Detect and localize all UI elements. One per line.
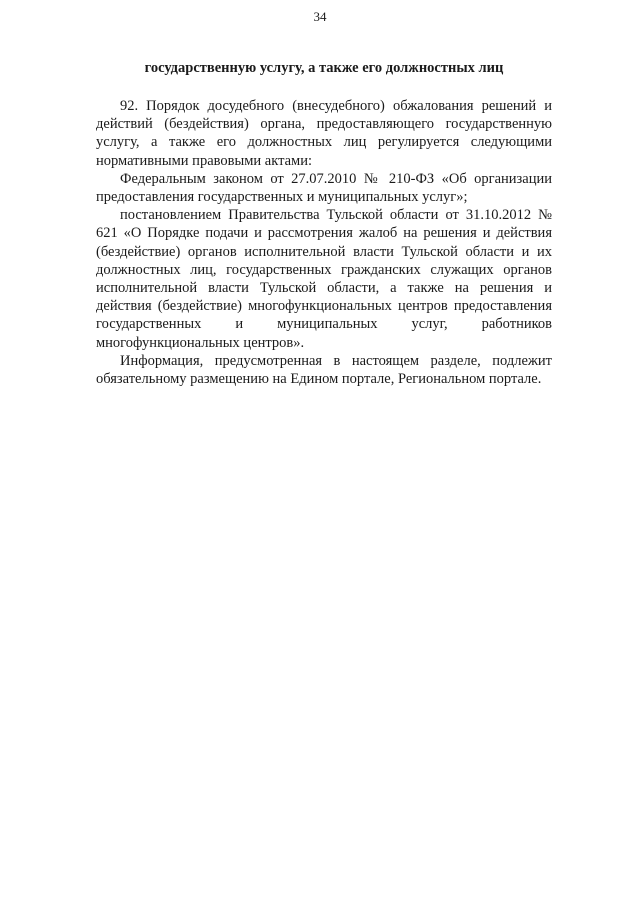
- paragraph-information-placement: Информация, предусмотренная в настоящем разделе, подлежит обязательному размещению на Едином портале, Региональном портале.: [96, 352, 552, 388]
- page-number: 34: [313, 9, 327, 24]
- section-heading: государственную услугу, а также его должностных лиц: [144, 60, 504, 76]
- paragraph-federal-law: Федеральным законом от 27.07.2010 № 210-ФЗ «Об организации предоставления государственных и муниципальных услуг»;: [96, 170, 552, 206]
- paragraph-government-decree: постановлением Правительства Тульской области от 31.10.2012 № 621 «О Порядке подачи и рассмотрения жалоб на решения и действия (бездействие) органов исполнительной власти Тульской области и их должностных лиц, государственных гражданских служащих органов исполнительной власти Тульской области, а также на решения и действия (бездействие) многофункциональных центров предоставления государственных и муниципальных услуг, работников многофункциональных центров».: [96, 207, 552, 351]
- paragraph-92-intro: 92. Порядок досудебного (внесудебного) обжалования решений и действий (бездействия) органа, предоставляющего государственную услугу, а также его должностных лиц регулируется следующими нормативными правовыми актами:: [96, 98, 552, 169]
- document-body: [96, 97, 552, 388]
